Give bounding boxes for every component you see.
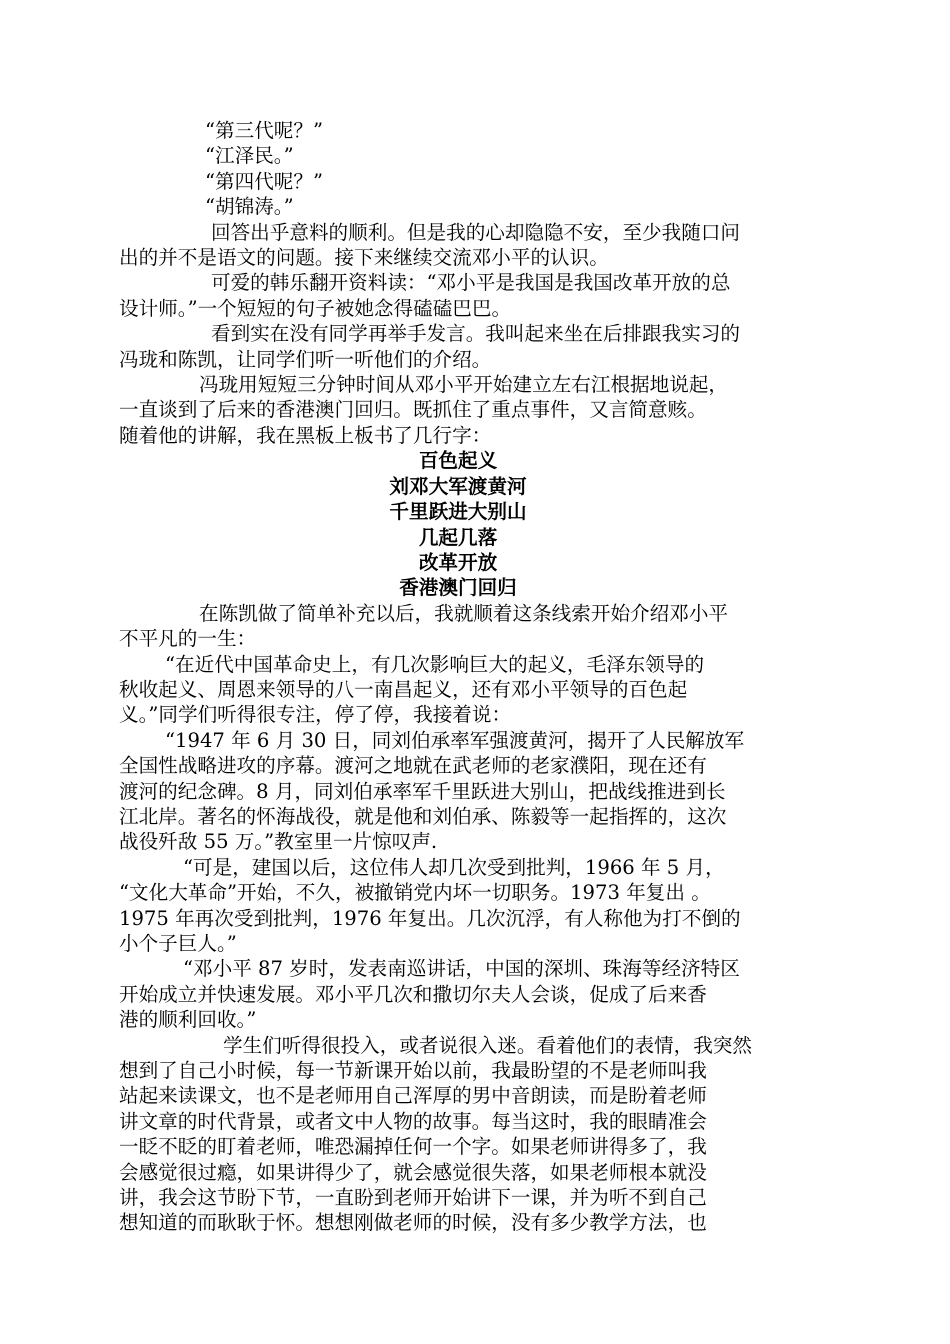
text-line: 江北岸。著名的怀海战役，就是他和刘伯承、陈毅等一起指挥的，这次 [119,804,727,828]
text-line: 讲，我会这节盼下节，一直盼到老师开始讲下一课，并为听不到自己 [119,1186,707,1210]
text-line: 港的顺利回收。” [119,1008,257,1032]
text-line: “第三代呢？” [205,119,324,142]
text-line: 会感觉很过瘾，如果讲得少了，就会感觉很失落，如果老师根本就没 [119,1160,707,1184]
text-line: 随着他的讲解，我在黑板上板书了几行字： [119,423,492,447]
text-line: 开始成立并快速发展。邓小平几次和撒切尔夫人会谈，促成了后来香 [119,982,707,1006]
text-line: 1975 年再次受到批判，1976 年复出。几次沉浮，有人称他为打不倒的 [119,906,741,930]
text-line: 设计师。”一个短短的句子被她念得磕磕巴巴。 [119,296,512,320]
text-line: 一直谈到了后来的香港澳门回归。既抓住了重点事件，又言简意赅。 [119,398,707,422]
text-line: 学生们听得很投入，或者说很入迷。看着他们的表情，我突然 [223,1033,753,1057]
text-line: 站起来读课文，也不是老师用自己浑厚的男中音朗读，而是盼着老师 [119,1084,707,1108]
text-line: 冯珑用短短三分钟时间从邓小平开始建立左右江根据地说起， [199,373,729,397]
text-line: 想到了自己小时候，每一节新课开始以前，我最盼望的不是老师叫我 [119,1059,707,1083]
text-line: “江泽民。” [205,144,294,168]
text-line: 战役歼敌 55 万。”教室里一片惊叹声. [119,830,438,854]
text-line: “第四代呢？” [205,169,324,193]
text-line: 讲文章的时代背景，或者文中人物的故事。每当这时，我的眼睛准会 [119,1109,707,1133]
text-line: 渡河的纪念碑。8 月，同刘伯承率军千里跃进大别山，把战线推进到长 [119,779,726,803]
text-line: “文化大革命”开始，不久，被撤销党内坏一切职务。1973 年复出 。 [119,881,711,905]
board-line: 几起几落 [418,525,498,549]
text-line: 在陈凯做了简单补充以后，我就顺着这条线索开始介绍邓小平 [199,601,729,625]
text-line: “可是，建国以后，这位伟人却几次受到批判，1966 年 5 月， [183,855,725,879]
text-line: “邓小平 87 岁时，发表南巡讲话，中国的深圳、珠海等经济特区 [183,957,740,981]
text-line: 义。”同学们听得很专注，停了停，我接着说： [119,703,512,727]
text-line: 想知道的而耿耿于怀。想想刚做老师的时候，没有多少教学方法，也 [119,1211,707,1235]
text-line: 回答出乎意料的顺利。但是我的心却隐隐不安，至少我随口问 [211,220,741,244]
text-line: “1947 年 6 月 30 日，同刘伯承率军强渡黄河，揭开了人民解放军 [165,728,745,752]
paragraph-block-narrative [119,601,811,1236]
text-line: 看到实在没有同学再举手发言。我叫起来坐在后排跟我实习的 [211,322,741,346]
text-line: 全国性战略进攻的序幕。渡河之地就在武老师的老家濮阳，现在还有 [119,754,707,778]
text-line: 小个子巨人。” [119,932,237,955]
paragraph-block-intro [119,118,811,448]
document-page [119,118,811,1236]
board-line: 刘邓大军渡黄河 [389,474,527,498]
text-line: “在近代中国革命史上，有几次影响巨大的起义，毛泽东领导的 [165,652,705,676]
text-line: “胡锦涛。” [205,195,294,219]
board-line: 香港澳门回归 [399,576,517,600]
text-line: 不平凡的一生： [119,627,257,651]
blackboard-notes [119,448,811,600]
text-line: 出的并不是语文的问题。接下来继续交流邓小平的认识。 [119,246,609,270]
text-line: 冯珑和陈凯，让同学们听一听他们的介绍。 [119,347,492,371]
text-line: 一眨不眨的盯着老师，唯恐漏掉任何一个字。如果老师讲得多了，我 [119,1135,707,1159]
board-line: 千里跃进大别山 [389,500,527,524]
board-line: 百色起义 [418,449,498,473]
board-line: 改革开放 [418,550,498,574]
text-line: 可爱的韩乐翻开资料读：“邓小平是我国是我国改革开放的总 [211,271,731,295]
text-line: 秋收起义、周恩来领导的八一南昌起义，还有邓小平领导的百色起 [119,677,688,701]
